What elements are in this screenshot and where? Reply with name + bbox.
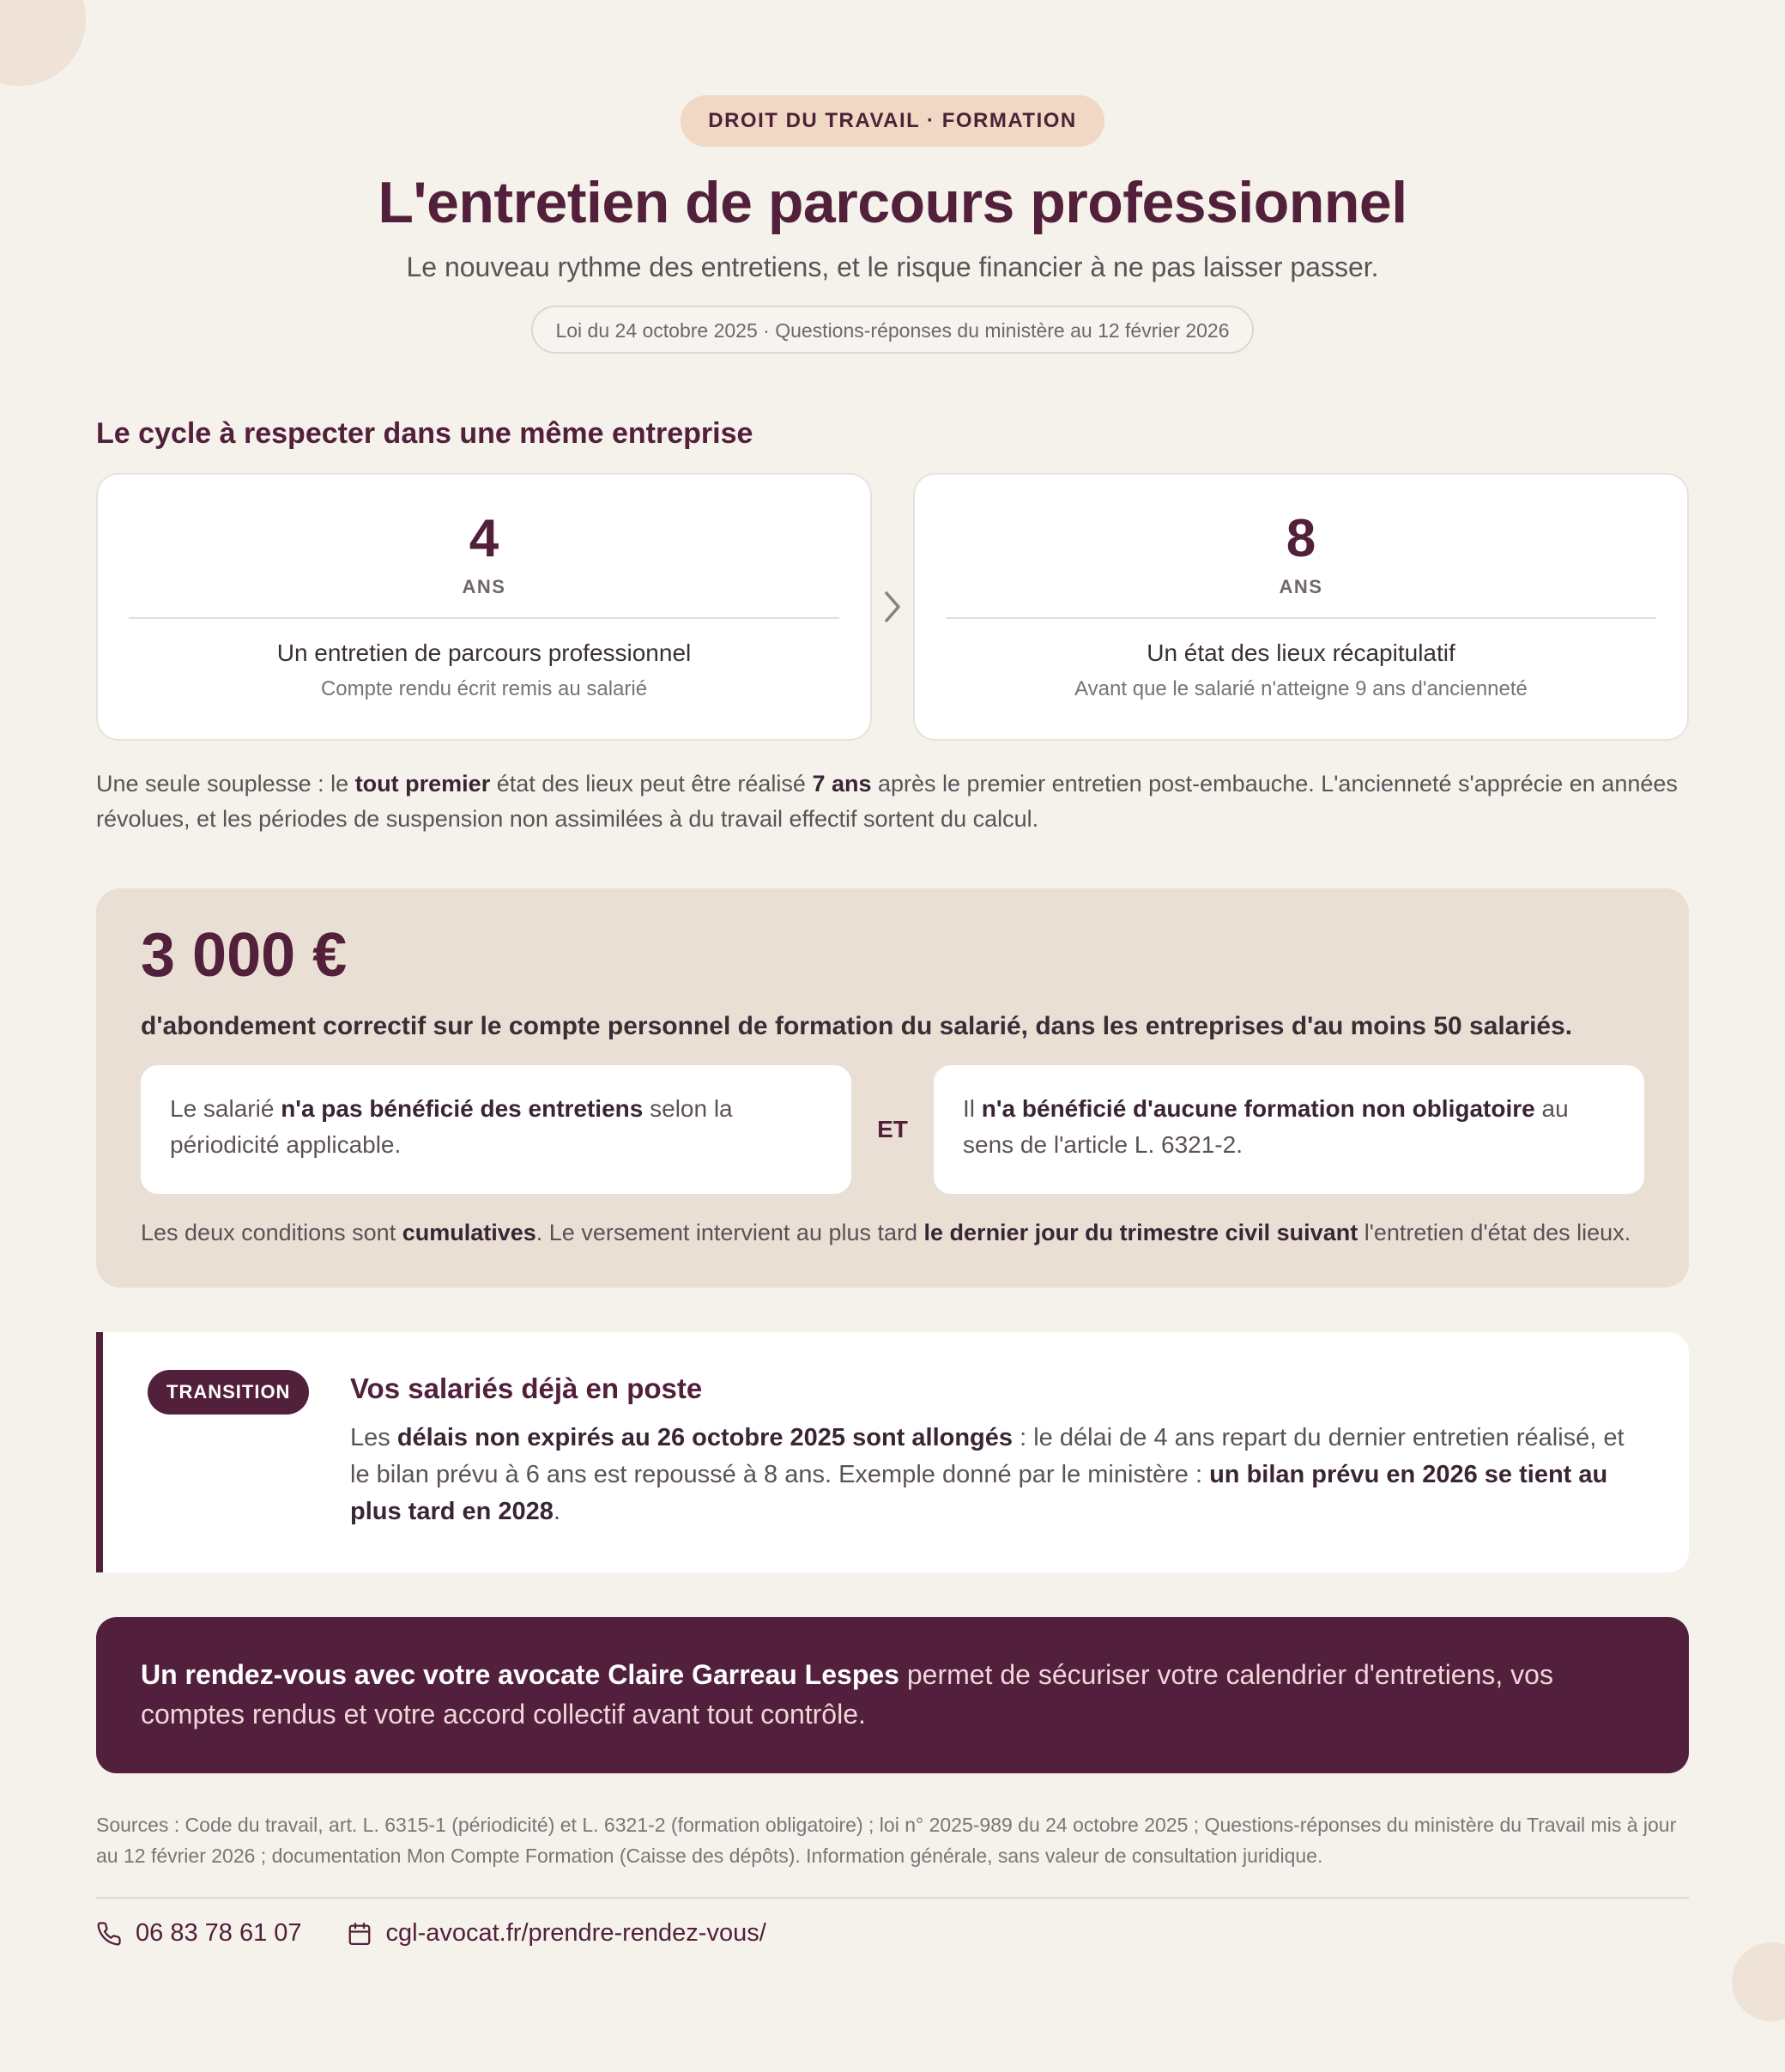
transition-emphasis: un bilan prévu en 2026 se tient au plus tard en 2028 xyxy=(350,1461,1608,1526)
note-emphasis: tout premier xyxy=(354,771,491,797)
phone-link[interactable] xyxy=(96,1919,302,1948)
cycle-card-sub: Avant que le salarié n'atteigne 9 ans d'ancienneté xyxy=(1074,677,1528,701)
transition-title: Vos salariés déjà en poste xyxy=(350,1372,703,1405)
condition-text: Le salarié xyxy=(170,1095,281,1123)
conditions-connector: ET xyxy=(877,1116,908,1143)
condition-text: Il xyxy=(963,1095,982,1123)
chevron-right-icon xyxy=(872,590,913,624)
note-emphasis: 7 ans xyxy=(812,771,872,797)
condition-card-training xyxy=(934,1065,1644,1194)
transition-content xyxy=(350,1370,1646,1530)
category-tag: DROIT DU TRAVAIL · FORMATION xyxy=(681,95,1104,147)
page-subtitle: Le nouveau rythme des entretiens, et le risque financier à ne pas laisser passer. xyxy=(406,251,1379,283)
cycle-years-unit: ANS xyxy=(1279,576,1323,598)
divider xyxy=(129,617,839,619)
cycle-years-number: 8 xyxy=(1286,509,1316,569)
transition-callout xyxy=(96,1332,1689,1572)
transition-text: : le délai de 4 ans repart du dernier entretien réalisé, et le bilan prévu à 6 ans est repoussé à 8 ans. Exemple donné par le ministère : xyxy=(350,1424,1625,1489)
condition-emphasis: n'a pas bénéficié des entretiens xyxy=(281,1095,644,1123)
cta-banner xyxy=(96,1617,1689,1773)
note-emphasis: cumulatives xyxy=(402,1220,536,1246)
cycle-card-review xyxy=(913,473,1689,741)
condition-emphasis: n'a bénéficié d'aucune formation non obligatoire xyxy=(981,1095,1535,1123)
penalty-panel xyxy=(96,888,1689,1287)
condition-text: selon la périodicité applicable. xyxy=(170,1095,733,1159)
conditions-row xyxy=(141,1065,1644,1194)
booking-link[interactable] xyxy=(347,1919,766,1948)
page xyxy=(96,0,1689,1948)
cycle-card-label: Un état des lieux récapitulatif xyxy=(1147,639,1455,667)
cycle-card-label: Un entretien de parcours professionnel xyxy=(276,639,692,667)
decorative-circle-top-left xyxy=(0,0,86,86)
transition-badge: TRANSITION xyxy=(148,1370,309,1415)
sources-text: Sources : Code du travail, art. L. 6315-1 (périodicité) et L. 6321-2 (formation obligatoire) ; loi n° 2025-989 du 24 octobre 2025 ; Questions-réponses du ministère du Travail mis à jour au 12 février 2026 ; documentation Mon Compte Formation (Caisse des dépôts). Information générale, sans valeur de consultation juridique. xyxy=(96,1814,1677,1868)
note-text: après le premier entretien post-embauche. L'ancienneté s'apprécie en années révolues, et les périodes de suspension non assimilées à du travail effectif sortent du calcul. xyxy=(96,771,1678,833)
cta-text: permet de sécuriser votre calendrier d'entretiens, vos comptes rendus et votre accord collectif avant tout contrôle. xyxy=(141,1659,1553,1730)
cycle-row xyxy=(96,473,1689,741)
cycle-years-unit: ANS xyxy=(462,576,506,598)
note-text: état des lieux peut être réalisé xyxy=(490,771,813,797)
footer-divider xyxy=(96,1897,1689,1899)
cycle-section-title: Le cycle à respecter dans une même entreprise xyxy=(96,417,753,451)
decorative-circle-bottom-right xyxy=(1732,1942,1785,2021)
law-reference-pill: Loi du 24 octobre 2025 · Questions-réponses du ministère au 12 février 2026 xyxy=(531,306,1253,354)
footer xyxy=(96,1919,1689,1948)
condition-text: au sens de l'article L. 6321-2. xyxy=(963,1095,1569,1159)
calendar-icon xyxy=(347,1921,372,1947)
note-emphasis: le dernier jour du trimestre civil suivant xyxy=(923,1220,1358,1246)
penalty-amount: 3 000 € xyxy=(141,921,348,991)
cycle-flexibility-note xyxy=(96,766,1689,837)
transition-body xyxy=(350,1420,1646,1530)
phone-number: 06 83 78 61 07 xyxy=(136,1919,302,1948)
phone-icon xyxy=(96,1921,122,1947)
note-text: Les deux conditions sont xyxy=(141,1220,402,1246)
header xyxy=(96,0,1689,354)
cycle-years-number: 4 xyxy=(469,509,499,569)
page-title: L'entretien de parcours professionnel xyxy=(378,170,1407,235)
penalty-description: d'abondement correctif sur le compte personnel de formation du salarié, dans les entreprises d'au moins 50 salariés. xyxy=(141,1012,1573,1041)
penalty-note xyxy=(141,1220,1644,1246)
note-text: . Le versement intervient au plus tard xyxy=(536,1220,924,1246)
transition-text: . xyxy=(553,1498,560,1526)
note-text: Une seule souplesse : le xyxy=(96,771,355,797)
cycle-card-interview xyxy=(96,473,872,741)
condition-card-interviews xyxy=(141,1065,851,1194)
note-text: l'entretien d'état des lieux. xyxy=(1358,1220,1631,1246)
booking-url: cgl-avocat.fr/prendre-rendez-vous/ xyxy=(385,1919,766,1948)
cycle-card-sub: Compte rendu écrit remis au salarié xyxy=(320,677,648,701)
transition-emphasis: délais non expirés au 26 octobre 2025 sont allongés xyxy=(396,1424,1014,1452)
divider xyxy=(946,617,1656,619)
transition-text: Les xyxy=(350,1424,397,1452)
cta-emphasis: Un rendez-vous avec votre avocate Claire Garreau Lespes xyxy=(141,1659,899,1691)
